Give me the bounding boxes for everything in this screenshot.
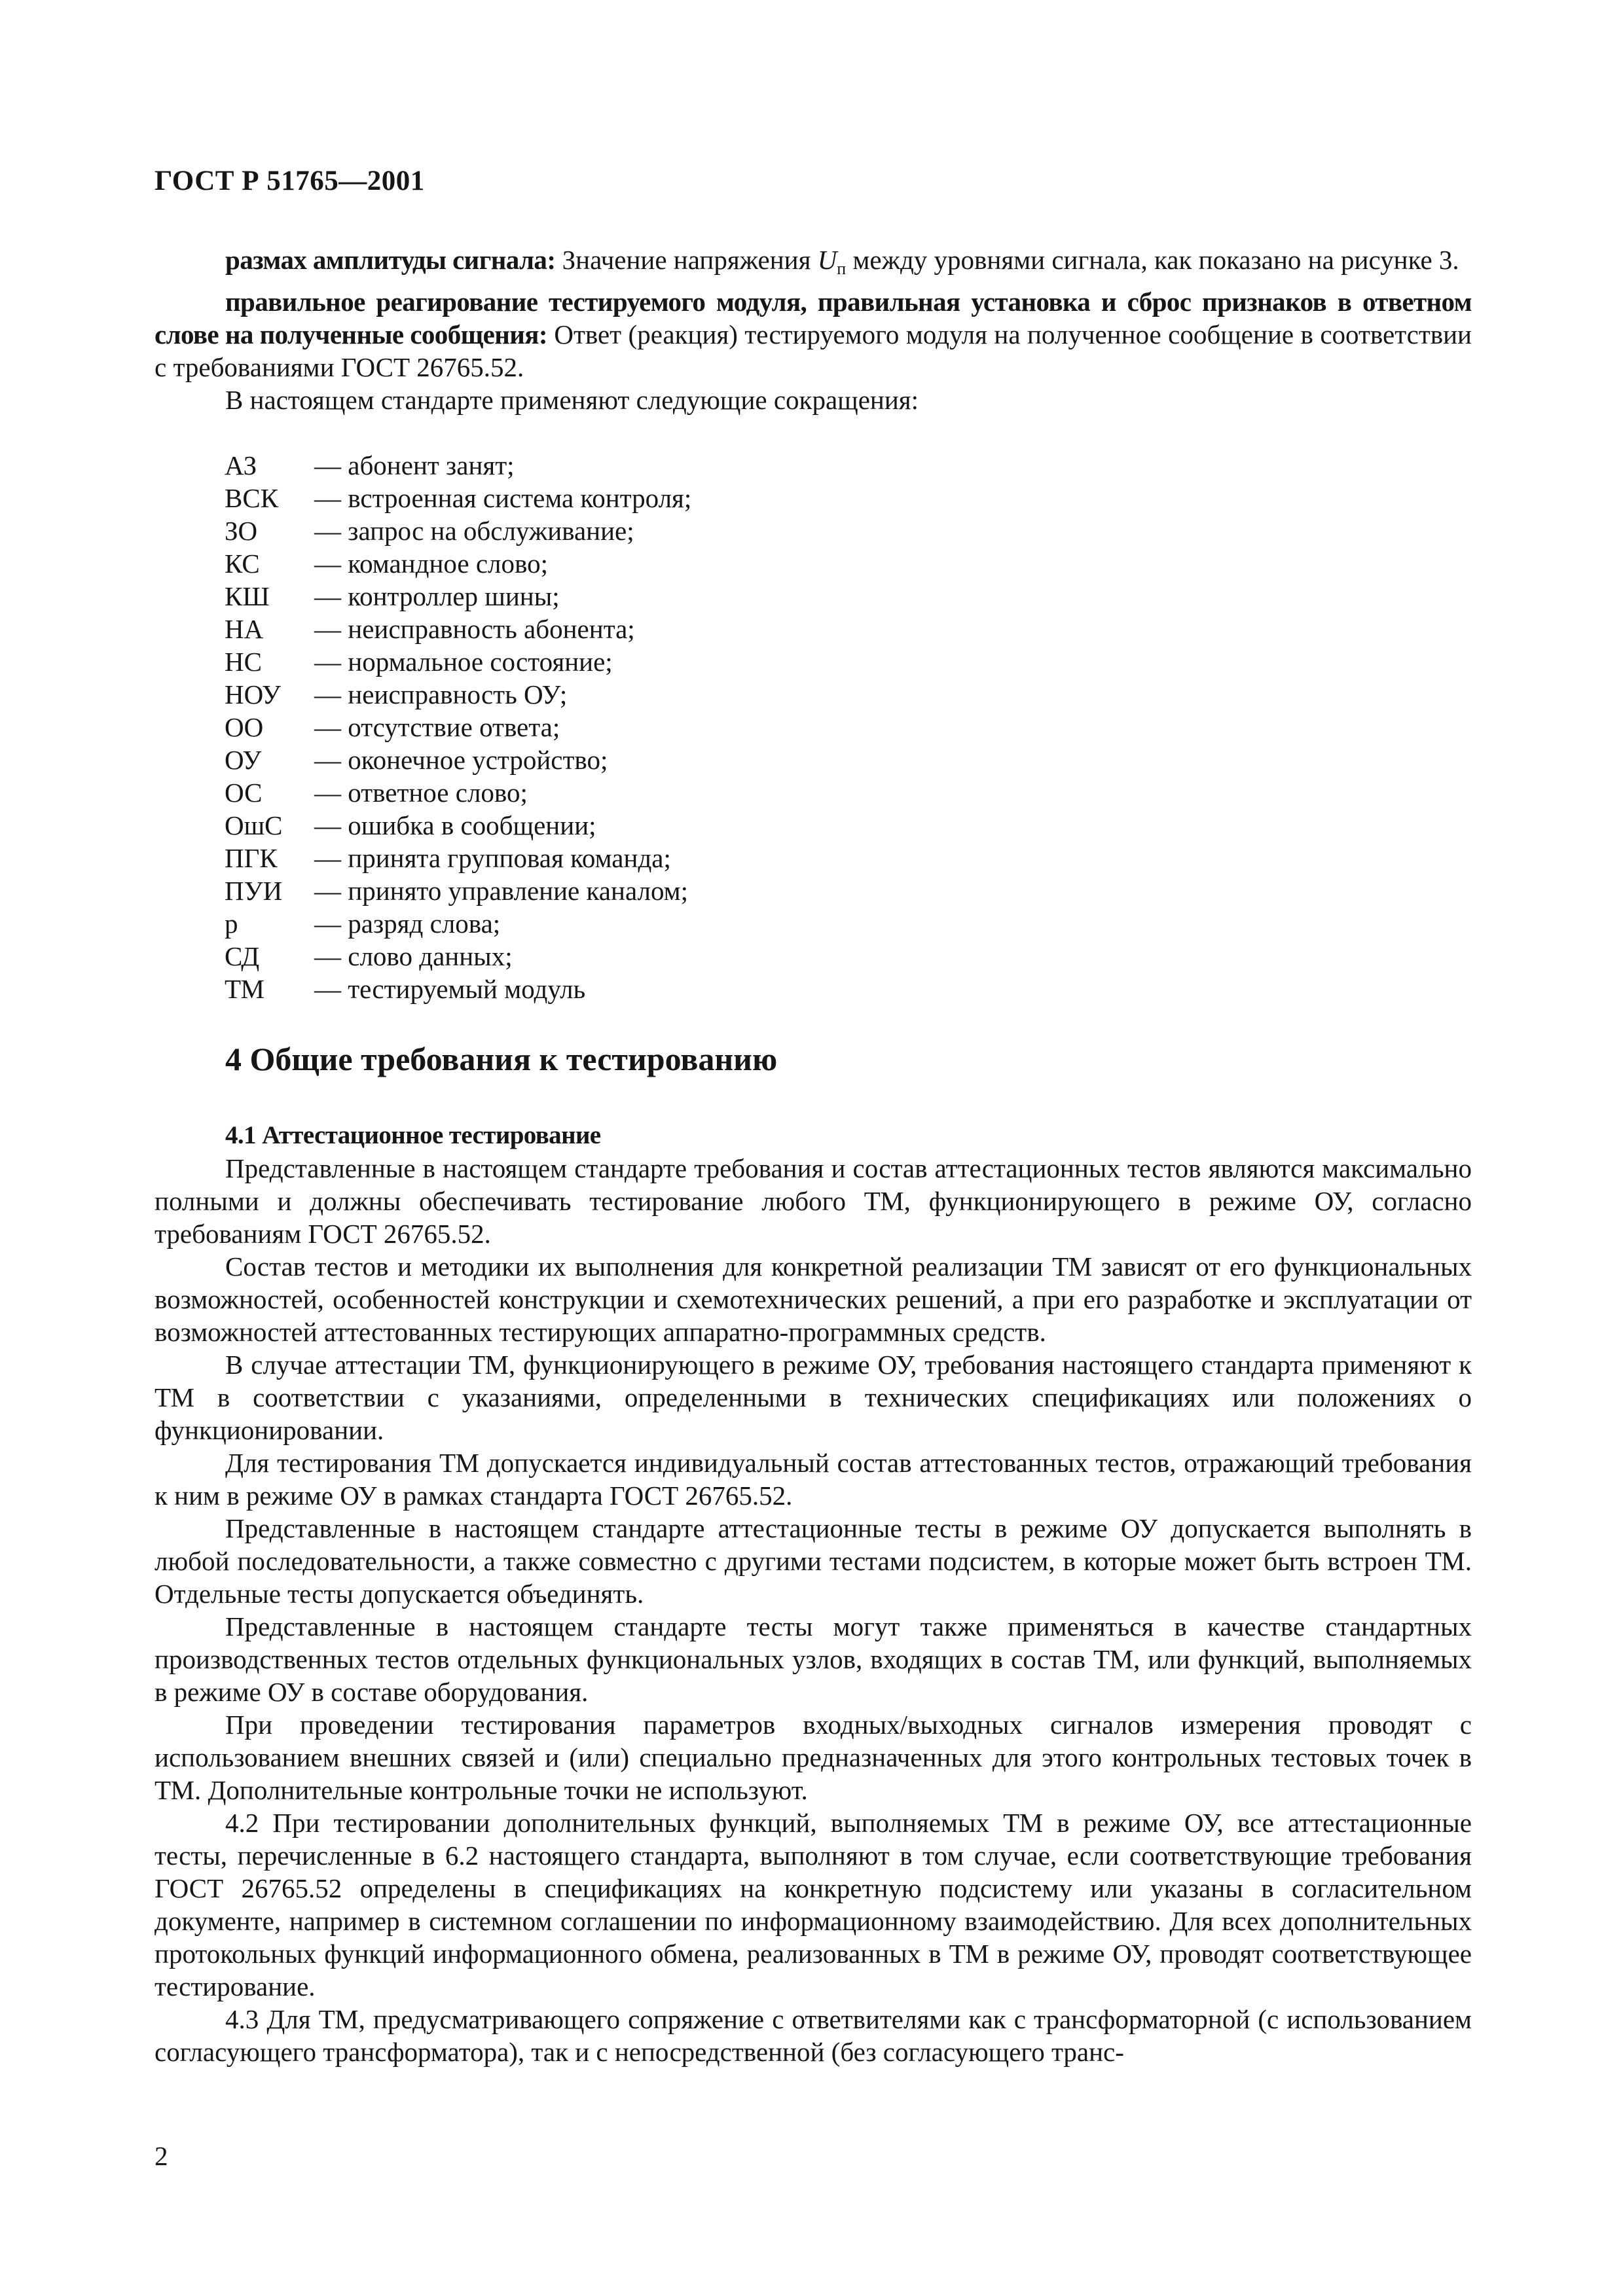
list-item	[155, 613, 1472, 645]
abbr-code: ПУИ	[225, 876, 283, 906]
body-paragraph: Представленные в настоящем стандарте аттестационные тесты в режиме ОУ допускается выполнять в любой последовательности, а также совместно с другими тестами подсистем, в которые может быть встроен ТМ. Отдельные тесты допускается объединять.	[155, 1513, 1472, 1609]
definition-text: между уровнями сигнала, как показано на рисунке 3.	[846, 245, 1459, 275]
section-title: 4 Общие требования к тестированию	[225, 1041, 778, 1077]
body-paragraph: 4.3 Для ТМ, предусматривающего сопряжение с ответвителями как с трансформаторной (с использованием согласующего трансформатора), так и с непосредственной (без согласующего транс-	[155, 2004, 1472, 2067]
abbr-desc: — принято управление каналом;	[314, 876, 689, 906]
abbr-desc: — отсутствие ответа;	[314, 712, 560, 742]
list-item	[155, 645, 1472, 678]
list-item	[155, 744, 1472, 776]
abbr-desc: — неисправность ОУ;	[314, 679, 568, 709]
definition-text: Ответ (реакция) тестируемого модуля на полученное сообщение в соответствии с требованиями ГОСТ 26765.52.	[155, 319, 1472, 382]
list-item	[155, 678, 1472, 711]
body-paragraph: Представленные в настоящем стандарте требования и состав аттестационных тестов являются максимально полными и должны обеспечивать тестирование любого ТМ, функционирующего в режиме ОУ, согласно требованиям ГОСТ 26765.52.	[155, 1153, 1472, 1249]
list-item	[155, 514, 1472, 547]
abbr-desc: — ответное слово;	[314, 778, 528, 808]
abbreviations-intro: В настоящем стандарте применяют следующие сокращения:	[225, 385, 919, 415]
abbr-code: ПГК	[225, 843, 278, 873]
abbr-code: ОшС	[225, 810, 283, 840]
subsection-title: 4.1 Аттестационное тестирование	[225, 1121, 601, 1149]
abbr-desc: — абонент занят;	[314, 450, 515, 480]
abbr-code: ТМ	[225, 974, 264, 1004]
document-header: ГОСТ Р 51765—2001	[155, 166, 425, 196]
abbr-code: р	[225, 908, 238, 939]
page-content	[155, 243, 1472, 2068]
abbr-code: КШ	[225, 581, 270, 611]
abbreviations-list	[155, 449, 1472, 1005]
abbr-desc: — ошибка в сообщении;	[314, 810, 596, 840]
abbr-desc: — командное слово;	[314, 548, 548, 579]
definition-term: размах амплитуды сигнала:	[225, 245, 556, 275]
abbr-code: ОС	[225, 778, 263, 808]
body-paragraph: При проведении тестирования параметров входных/выходных сигналов измерения проводят с использованием внешних связей и (или) специально предназначенных для этого контрольных тестовых точек в ТМ. Дополнительные контрольные точки не используют.	[155, 1710, 1472, 1805]
page-number: 2	[155, 2141, 168, 2171]
list-item	[155, 776, 1472, 809]
abbr-code: ЗО	[225, 516, 258, 546]
definition-term: правильное реагирование тестируемого модуля, правильная установка и сброс признаков в ответном слове на полученные сообщения:	[155, 287, 1472, 350]
abbr-desc: — тестируемый модуль	[314, 974, 586, 1004]
list-item	[155, 482, 1472, 514]
abbr-code: АЗ	[225, 450, 257, 480]
list-item	[155, 547, 1472, 580]
body-paragraph: Для тестирования ТМ допускается индивидуальный состав аттестованных тестов, отражающий требования к ним в режиме ОУ в рамках стандарта ГОСТ 26765.52.	[155, 1448, 1472, 1511]
abbr-code: НС	[225, 647, 262, 677]
body-paragraph: 4.2 При тестировании дополнительных функций, выполняемых ТМ в режиме ОУ, все аттестационные тесты, перечисленные в 6.2 настоящего стандарта, выполняют в том случае, если соответствующие требования ГОСТ 26765.52 определены в спецификациях на конкретную подсистему или указаны в согласительном документе, например в системном соглашении по информационному взаимодействию. Для всех дополнительных протокольных функций информационного обмена, реализованных в ТМ в режиме ОУ, проводят соответствующее тестирование.	[155, 1808, 1472, 2001]
body-paragraph: В случае аттестации ТМ, функционирующего в режиме ОУ, требования настоящего стандарта применяют к ТМ в соответствии с указаниями, определенными в технических спецификациях или положениях о функционировании.	[155, 1350, 1472, 1445]
list-item	[155, 809, 1472, 842]
abbr-desc: — контроллер шины;	[314, 581, 560, 611]
abbr-desc: — слово данных;	[314, 941, 513, 971]
list-item	[155, 973, 1472, 1005]
abbr-desc: — неисправность абонента;	[314, 614, 635, 644]
abbr-desc: — запрос на обслуживание;	[314, 516, 634, 546]
definition-text: Значение напряжения	[555, 245, 818, 275]
abbr-code: ВСК	[225, 483, 279, 513]
list-item	[155, 580, 1472, 613]
abbr-code: ОО	[225, 712, 264, 742]
abbr-desc: — нормальное состояние;	[314, 647, 613, 677]
abbr-code: КС	[225, 548, 260, 579]
list-item	[155, 449, 1472, 482]
list-item	[155, 711, 1472, 744]
abbr-code: ОУ	[225, 745, 262, 775]
abbr-code: СД	[225, 941, 260, 971]
abbr-desc: — принята групповая команда;	[314, 843, 671, 873]
list-item	[155, 842, 1472, 874]
abbr-desc: — встроенная система контроля;	[314, 483, 692, 513]
voltage-symbol: U	[817, 245, 837, 275]
body-paragraph: Представленные в настоящем стандарте тесты могут также применяться в качестве стандартных производственных тестов отдельных функциональных узлов, входящих в состав ТМ, или функций, выполняемых в режиме ОУ в составе оборудования.	[155, 1611, 1472, 1707]
list-item	[155, 940, 1472, 973]
list-item	[155, 907, 1472, 940]
definition-signal-amplitude	[155, 243, 1472, 285]
body-paragraph: Состав тестов и методики их выполнения для конкретной реализации ТМ зависят от его функциональных возможностей, особенностей конструкции и схемотехнических решений, а при его разработке и эксплуатации от возможностей аттестованных тестирующих аппаратно-программных средств.	[155, 1251, 1472, 1347]
abbr-code: НА	[225, 614, 264, 644]
abbr-code: НОУ	[225, 679, 281, 709]
abbr-desc: — оконечное устройство;	[314, 745, 608, 775]
list-item	[155, 874, 1472, 907]
definition-correct-response	[155, 285, 1472, 384]
voltage-symbol-subscript: п	[837, 259, 847, 278]
abbr-desc: — разряд слова;	[314, 908, 501, 939]
